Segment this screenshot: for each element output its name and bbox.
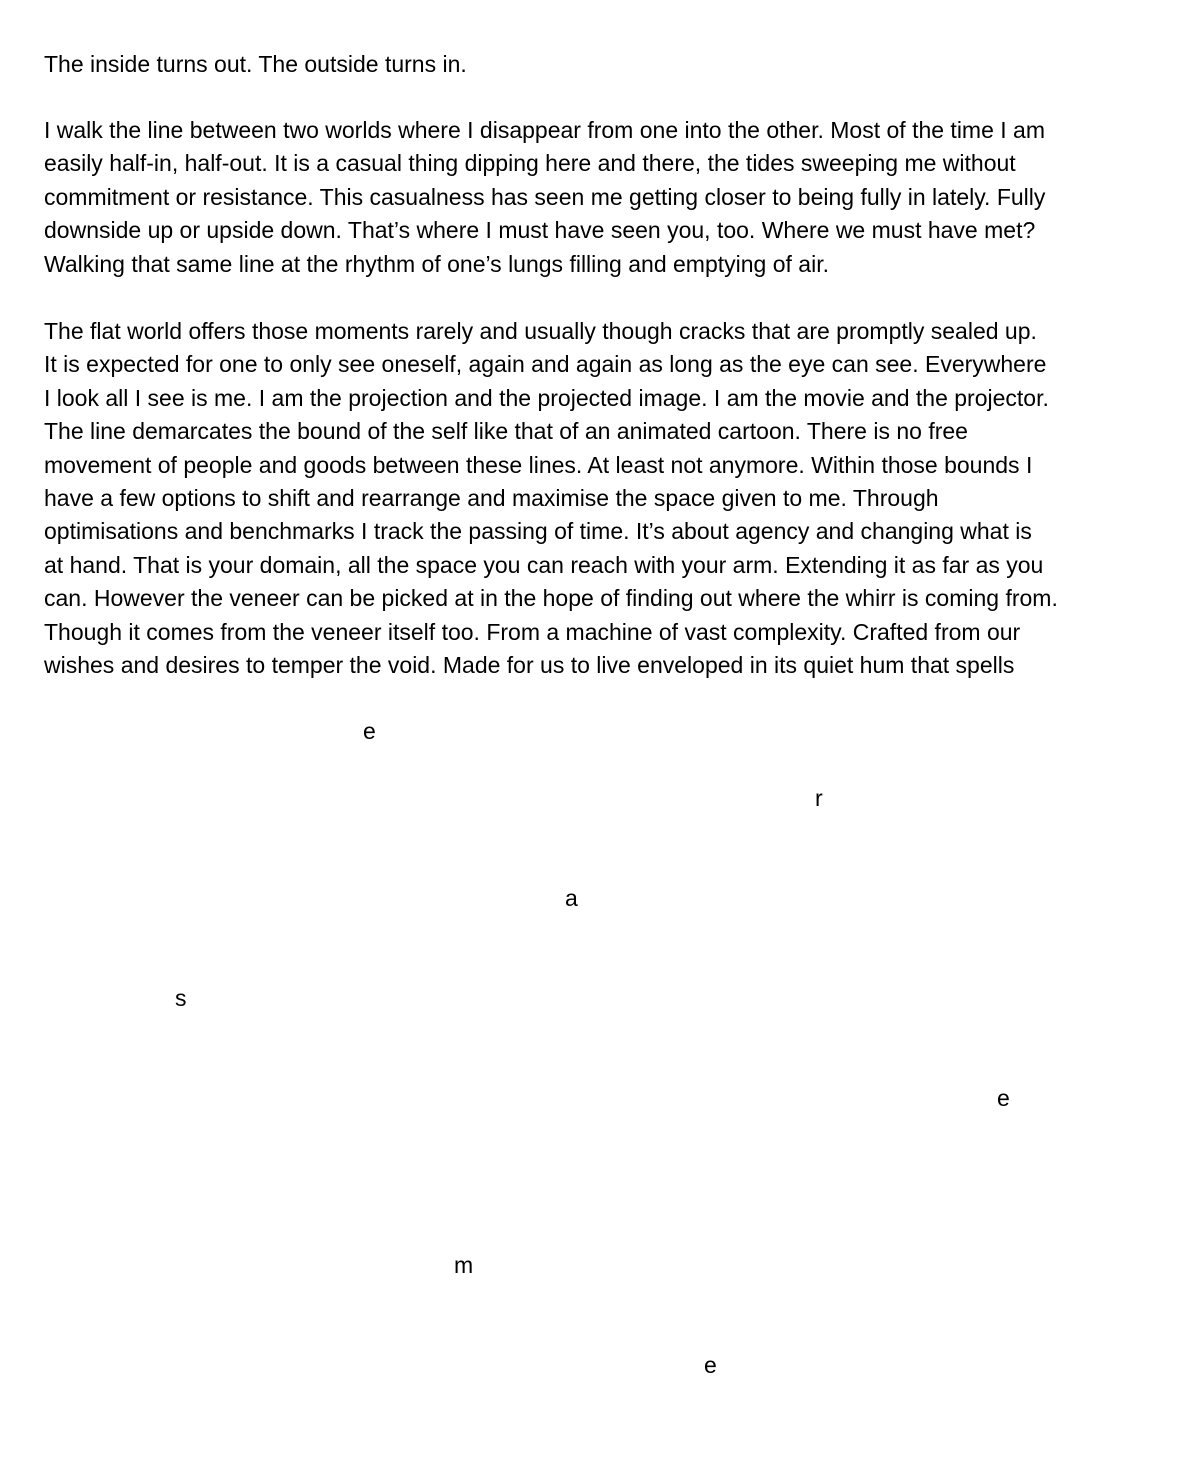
scattered-letter-2: r: [815, 785, 823, 811]
scattered-letter-5: e: [997, 1085, 1010, 1111]
opening-line: The inside turns out. The outside turns in.: [44, 51, 467, 77]
paragraph-1: I walk the line between two worlds where I disappear from one into the other. Most of the time I am easily half-in, half-out. It is a casual thing dipping here and there, the tides sweeping me without commitment or resistance. This casualness has seen me getting closer to being fully in lately. Fully downside up or upside down. That’s where I must have seen you, too. Where we must have met? Walking that same line at the rhythm of one’s lungs filling and emptying of air.: [44, 117, 1046, 277]
scattered-letter-6: m: [454, 1252, 474, 1278]
scattered-letter-3: a: [565, 885, 578, 911]
scattered-letter-7: e: [704, 1352, 717, 1378]
scattered-letter-1: e: [363, 718, 376, 744]
scattered-letter-4: s: [175, 985, 187, 1011]
paragraph-2: The flat world offers those moments rarely and usually though cracks that are promptly sealed up. It is expected for one to only see oneself, again and again as long as the eye can see. Everywhere I look all I see is me. I am the projection and the projected image. I am the movie and the projector. The line demarcates the bound of the self like that of an animated cartoon. There is no free movement of people and goods between these lines. At least not anymore. Within those bounds I have a few options to shift and rearrange and maximise the space given to me. Through optimisations and benchmarks I track the passing of time. It’s about agency and changing what is at hand. That is your domain, all the space you can reach with your arm. Extending it as far as you can. However the veneer can be picked at in the hope of finding out where the whirr is coming from. Though it comes from the veneer itself too. From a machine of vast complexity. Crafted from our wishes and desires to temper the void. Made for us to live enveloped in its quiet hum that spells: [44, 318, 1058, 679]
